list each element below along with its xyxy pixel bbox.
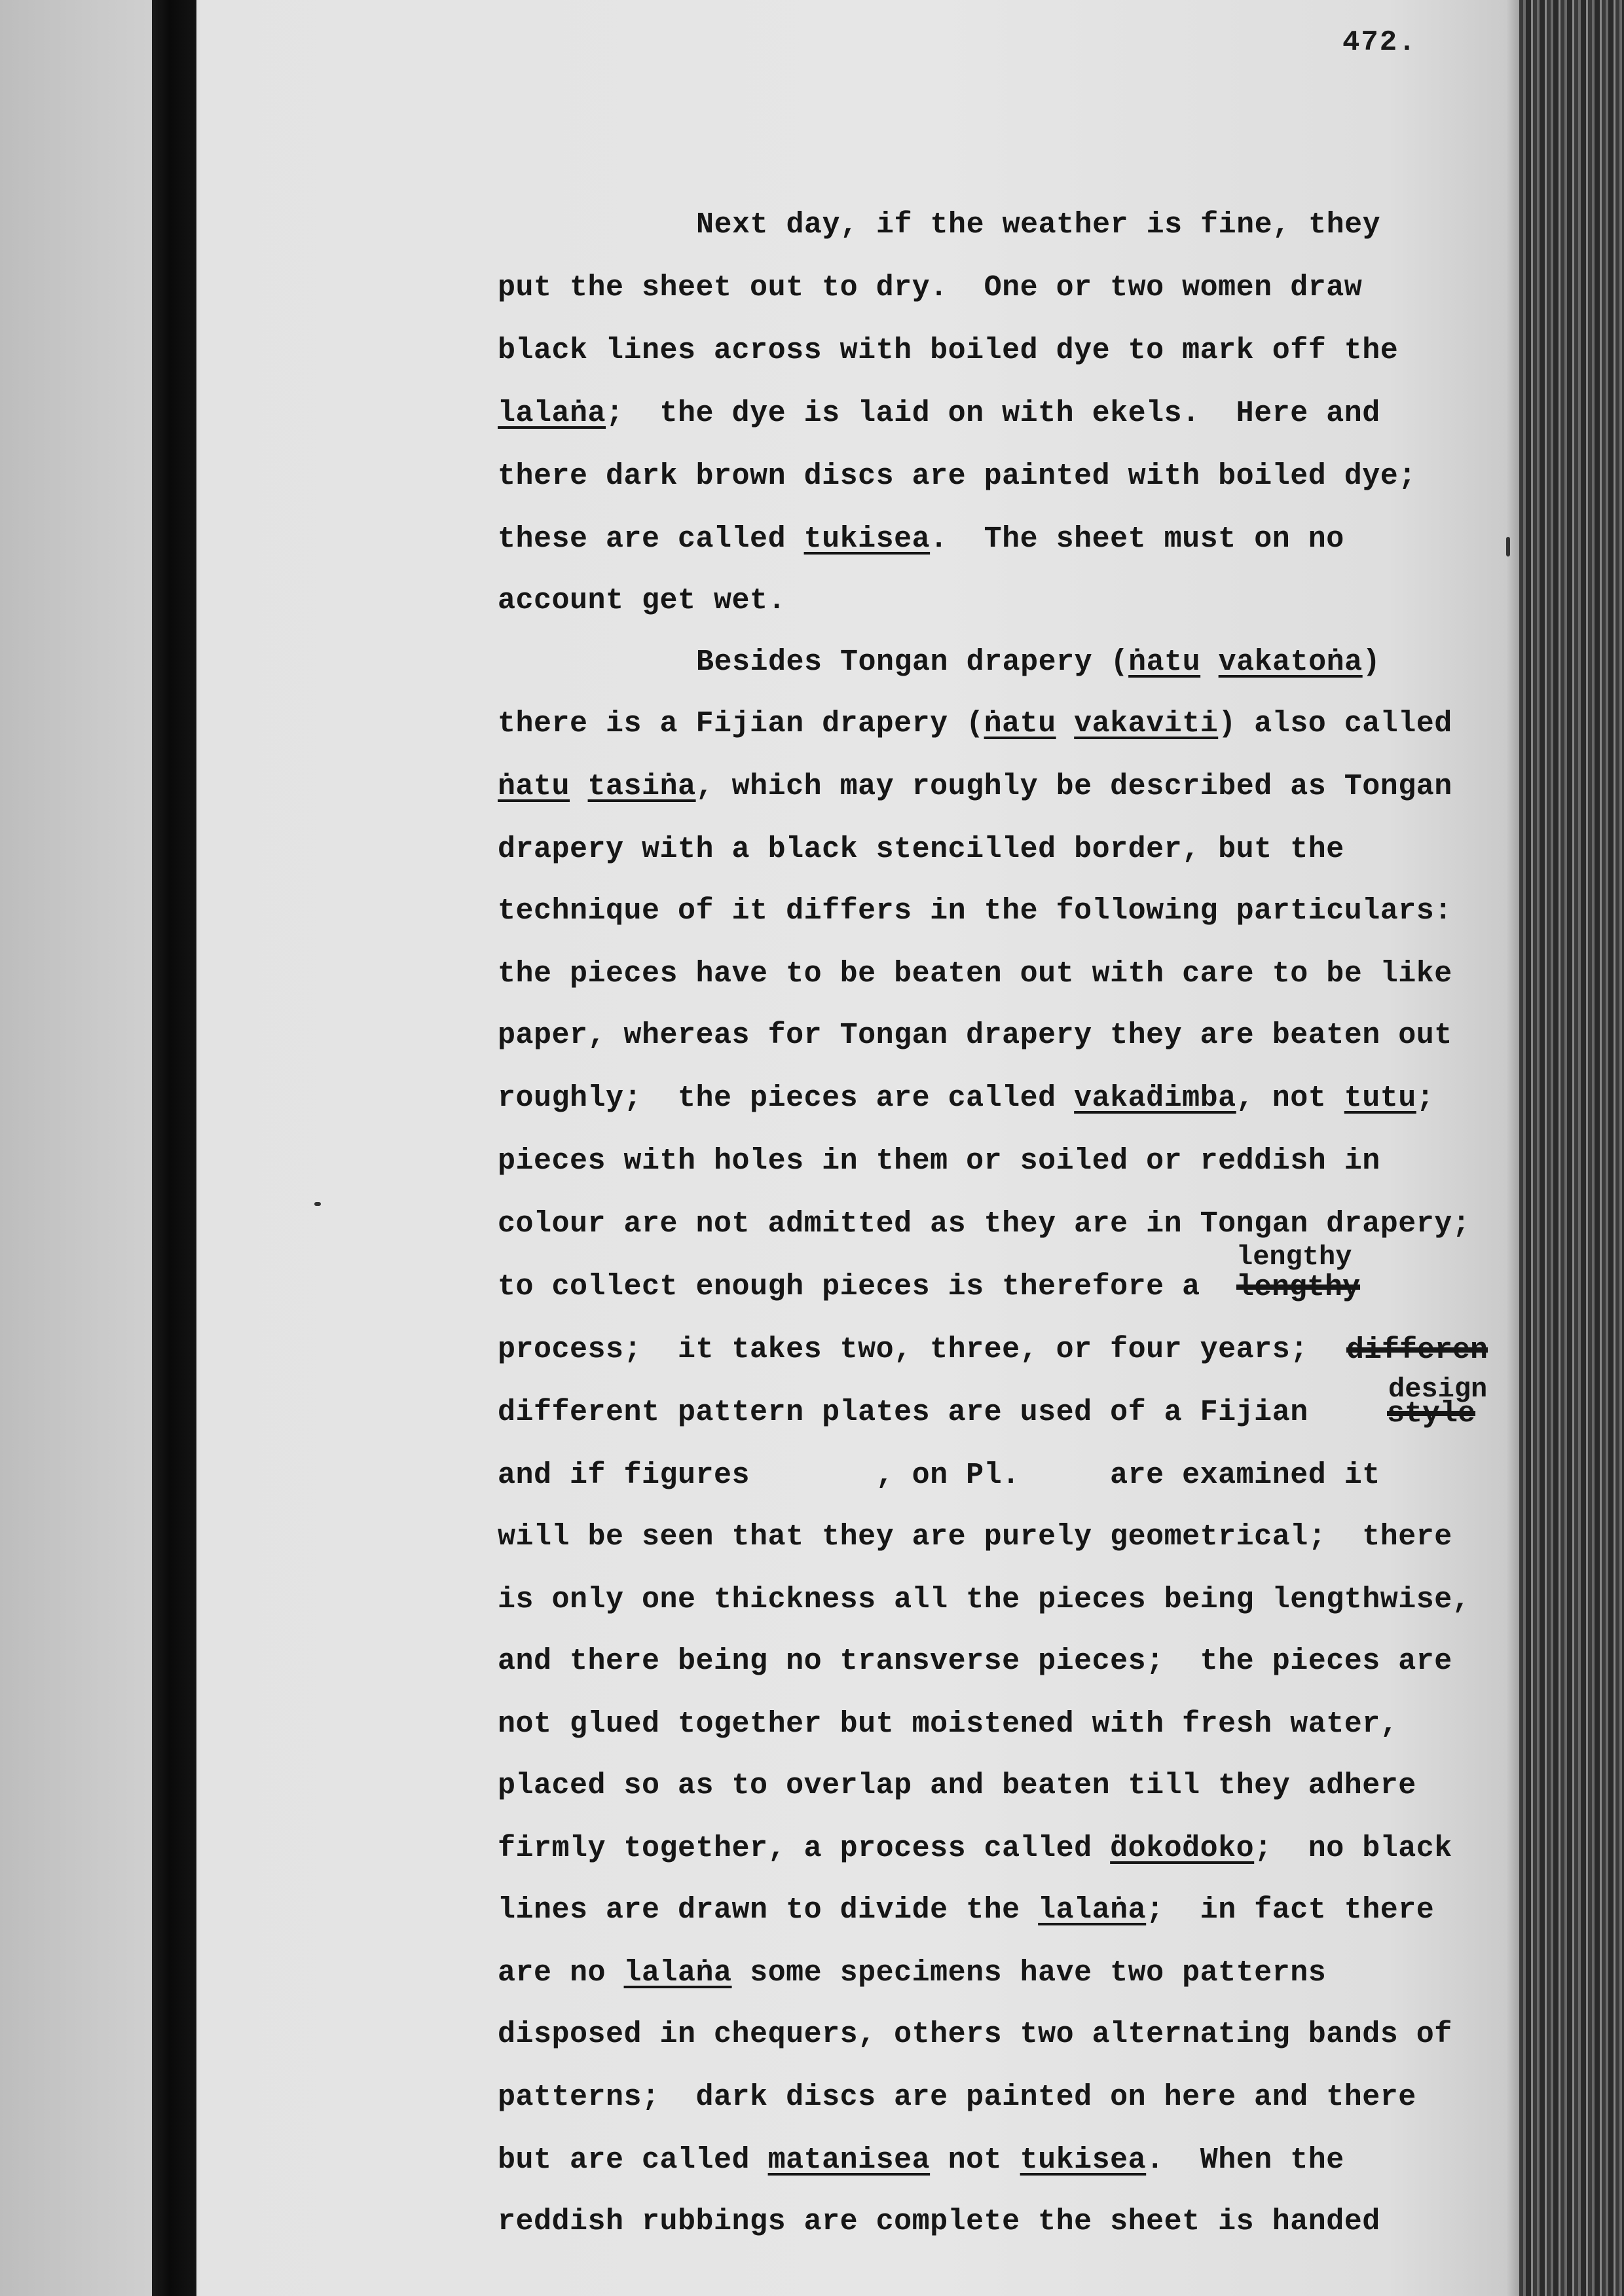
text-line: [498, 1831, 1452, 1867]
text-run: pieces with holes in them or soiled or reddish in: [498, 1144, 1380, 1178]
text-run: will be seen that they are purely geometrical; there: [498, 1520, 1452, 1554]
text-run: reddish rubbings are complete the sheet is handed: [498, 2205, 1380, 2238]
underlined-term: ḋokoḋoko: [1110, 1832, 1255, 1865]
underlined-term: vakatoṅa: [1218, 646, 1363, 679]
text-line: [498, 2142, 1344, 2179]
text-run: ;: [1416, 1082, 1435, 1115]
text-run: drapery with a black stencilled border, but the: [498, 833, 1344, 866]
text-run: some specimens have two patterns: [731, 1956, 1327, 1990]
text-line: [498, 1519, 1452, 1556]
text-line: [498, 769, 1452, 805]
text-run: not: [930, 2143, 1020, 2177]
stray-mark: [314, 1202, 321, 1206]
text-line: [498, 2079, 1416, 2116]
text-run: , not: [1236, 1082, 1344, 1115]
text-run: colour are not admitted as they are in Tongan drapery;: [498, 1207, 1471, 1241]
underlined-term: ṅatu: [1128, 646, 1201, 679]
text-run: to collect enough pieces is therefore a: [498, 1270, 1219, 1303]
text-line: [498, 1017, 1452, 1054]
text-run: ; in fact there: [1146, 1893, 1435, 1927]
text-line: [498, 1143, 1380, 1180]
text-run: . The sheet must on no: [930, 522, 1344, 556]
underlined-term: lalaṅa: [1038, 1893, 1147, 1927]
text-run: account get wet.: [498, 584, 786, 617]
text-line: [498, 1706, 1398, 1743]
text-run: there is a Fijian drapery (: [498, 707, 984, 740]
text-line: [498, 893, 1452, 930]
underlined-term: lalaṅa: [623, 1956, 732, 1990]
struck-word-style: style: [1387, 1397, 1476, 1430]
text-run: process; it takes two, three, or four years;: [498, 1333, 1327, 1366]
text-line: [498, 1768, 1416, 1804]
underlined-term: tutu: [1344, 1082, 1416, 1115]
underlined-term: vakaviti: [1074, 707, 1219, 740]
text-run: patterns; dark discs are painted on here and there: [498, 2081, 1416, 2114]
underlined-term: tasiṅa: [587, 770, 696, 803]
struck-word-differen: differen: [1346, 1334, 1488, 1367]
text-run: ) also called: [1218, 707, 1452, 740]
text-run: and if figures , on Pl. are examined it: [498, 1459, 1380, 1492]
text-line: [498, 2016, 1452, 2053]
text-line: [498, 956, 1452, 993]
text-line: [498, 1643, 1452, 1680]
text-line: [498, 583, 786, 619]
text-run: different pattern plates are used of a Fijian: [498, 1396, 1327, 1429]
text-run: firmly together, a process called: [498, 1832, 1111, 1865]
binding-edge: [152, 0, 196, 2296]
underlined-term: lalaṅa: [498, 397, 606, 430]
text-run: but are called: [498, 2143, 768, 2177]
text-run: the pieces have to be beaten out with care to be like: [498, 957, 1452, 991]
text-run: ): [1362, 646, 1381, 679]
text-line: [498, 1892, 1434, 1929]
text-line: [498, 458, 1416, 495]
text-run: disposed in chequers, others two alternating bands of: [498, 2018, 1452, 2051]
text-run: ; no black: [1254, 1832, 1452, 1865]
text-run: lines are drawn to divide the: [498, 1893, 1039, 1927]
text-run: not glued together but moistened with fresh water,: [498, 1707, 1399, 1741]
text-run: , which may roughly be described as Tongan: [695, 770, 1452, 803]
text-run: Next day, if the weather is fine, they: [696, 208, 1381, 242]
text-run: are no: [498, 1956, 624, 1990]
stray-mark: [1506, 537, 1510, 556]
text-run: put the sheet out to dry. One or two women draw: [498, 271, 1363, 304]
text-line: [498, 395, 1380, 432]
text-run: black lines across with boiled dye to mark off the: [498, 334, 1399, 367]
text-line: [498, 831, 1344, 868]
underlined-term: ṅatu: [984, 707, 1056, 740]
underlined-term: matanisea: [767, 2143, 931, 2177]
scan-margin-left: [0, 0, 157, 2296]
text-run: ; the dye is laid on with ekels. Here and: [606, 397, 1380, 430]
struck-word-lengthy: lengthy: [1236, 1271, 1361, 1304]
underlined-term: vakaḋimba: [1074, 1082, 1236, 1115]
insertion-design: design: [1388, 1374, 1488, 1405]
text-run: these are called: [498, 522, 804, 556]
text-run: . When the: [1146, 2143, 1344, 2177]
text-run: [1056, 707, 1075, 740]
book-fore-edge: [1519, 0, 1624, 2296]
text-run: technique of it differs in the following particulars:: [498, 894, 1452, 928]
text-line: [696, 207, 1380, 244]
text-run: and there being no transverse pieces; the pieces are: [498, 1645, 1452, 1678]
text-line: [498, 1955, 1326, 1992]
underlined-term: tukisea: [803, 522, 931, 556]
text-line: [696, 644, 1380, 681]
text-line: [498, 521, 1344, 558]
underlined-term: tukisea: [1020, 2143, 1147, 2177]
text-run: is only one thickness all the pieces being lengthwise,: [498, 1583, 1471, 1616]
text-line: [498, 1206, 1470, 1243]
page-number: 472.: [1342, 26, 1417, 59]
text-run: [570, 770, 588, 803]
text-line: [498, 1457, 1380, 1494]
text-line: [498, 270, 1362, 306]
text-line: [498, 1080, 1434, 1117]
text-line: [498, 1582, 1470, 1618]
text-line: [498, 333, 1398, 369]
text-run: placed so as to overlap and beaten till they adhere: [498, 1769, 1416, 1802]
text-line: [498, 1394, 1326, 1431]
text-run: roughly; the pieces are called: [498, 1082, 1075, 1115]
text-line: [498, 1332, 1326, 1368]
text-line: [498, 706, 1452, 742]
insertion-lengthy: lengthy: [1236, 1241, 1352, 1273]
text-run: paper, whereas for Tongan drapery they are beaten out: [498, 1019, 1452, 1052]
text-run: Besides Tongan drapery (: [696, 646, 1129, 679]
text-run: [1200, 646, 1219, 679]
text-run: there dark brown discs are painted with boiled dye;: [498, 460, 1416, 493]
text-line: [498, 2204, 1380, 2240]
text-line: [498, 1269, 1218, 1305]
underlined-term: ṅatu: [498, 770, 570, 803]
